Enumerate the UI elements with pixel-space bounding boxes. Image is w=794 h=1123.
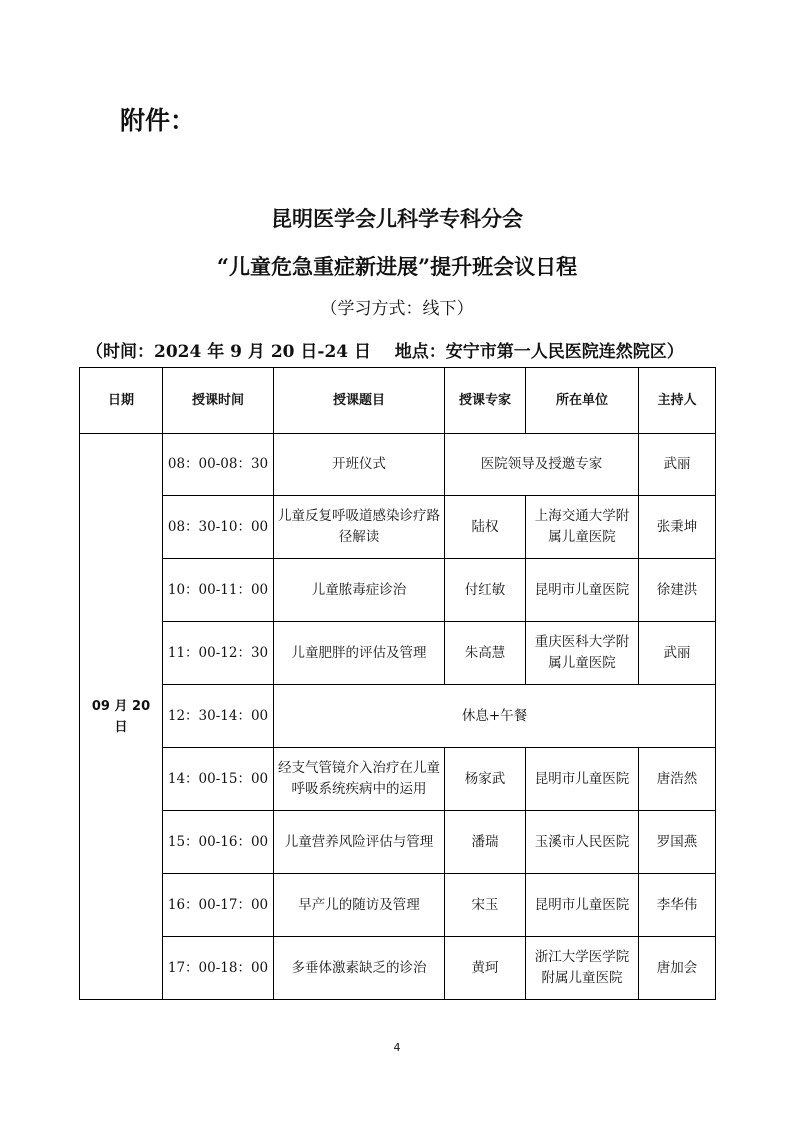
topic-cell: 儿童肥胖的评估及管理 xyxy=(274,622,445,685)
table-row xyxy=(80,434,716,496)
expert-cell: 宋玉 xyxy=(445,874,526,937)
table-row xyxy=(80,937,716,1000)
unit-cell: 昆明市儿童医院 xyxy=(526,748,639,811)
topic-cell: 儿童营养风险评估与管理 xyxy=(274,811,445,874)
host-cell: 李华伟 xyxy=(639,874,716,937)
unit-cell: 昆明市儿童医院 xyxy=(526,559,639,622)
study-mode: （学习方式：线下） xyxy=(320,299,474,319)
table-row xyxy=(80,811,716,874)
topic-cell: 早产儿的随访及管理 xyxy=(274,874,445,937)
table-header-row xyxy=(80,368,716,434)
host-cell: 武丽 xyxy=(639,622,716,685)
host-cell: 徐建洪 xyxy=(639,559,716,622)
expert-cell: 陆权 xyxy=(445,496,526,559)
time-cell: 15：00-16：00 xyxy=(163,811,274,874)
header-expert: 授课专家 xyxy=(445,368,526,434)
date-cell: 09 月 20 日 xyxy=(80,434,163,1000)
host-cell: 武丽 xyxy=(639,434,716,496)
time-cell: 14：00-15：00 xyxy=(163,748,274,811)
topic-cell: 经支气管镜介入治疗在儿童呼吸系统疾病中的运用 xyxy=(274,748,445,811)
table-row xyxy=(80,748,716,811)
unit-cell: 上海交通大学附属儿童医院 xyxy=(526,496,639,559)
page-number: 4 xyxy=(393,1041,401,1054)
expert-unit-cell: 医院领导及授邀专家 xyxy=(445,434,639,496)
time-cell: 08：00-08：30 xyxy=(163,434,274,496)
time-cell: 11：00-12：30 xyxy=(163,622,274,685)
header-topic: 授课题目 xyxy=(274,368,445,434)
time-cell: 10：00-11：00 xyxy=(163,559,274,622)
table-row xyxy=(80,685,716,748)
host-cell: 唐浩然 xyxy=(639,748,716,811)
topic-cell: 多垂体激素缺乏的诊治 xyxy=(274,937,445,1000)
unit-cell: 昆明市儿童医院 xyxy=(526,874,639,937)
expert-cell: 朱高慧 xyxy=(445,622,526,685)
header-time: 授课时间 xyxy=(163,368,274,434)
document-subtitle: “儿童危急重症新进展”提升班会议日程 xyxy=(216,254,578,279)
expert-cell: 杨家武 xyxy=(445,748,526,811)
table-row xyxy=(80,496,716,559)
header-host: 主持人 xyxy=(639,368,716,434)
topic-cell: 儿童脓毒症诊治 xyxy=(274,559,445,622)
time-place: （时间：2024 年 9 月 20 日-24 日 地点：安宁市第一人民医院连然院区） xyxy=(86,342,684,362)
expert-cell: 黄珂 xyxy=(445,937,526,1000)
expert-cell: 付红敏 xyxy=(445,559,526,622)
attachment-label: 附件： xyxy=(120,106,196,135)
host-cell: 张秉坤 xyxy=(639,496,716,559)
unit-cell: 玉溪市人民医院 xyxy=(526,811,639,874)
host-cell: 罗国燕 xyxy=(639,811,716,874)
document-title: 昆明医学会儿科学专科分会 xyxy=(271,206,523,231)
unit-cell: 浙江大学医学院附属儿童医院 xyxy=(526,937,639,1000)
time-cell: 12：30-14：00 xyxy=(163,685,274,748)
time-cell: 08：30-10：00 xyxy=(163,496,274,559)
time-cell: 17：00-18：00 xyxy=(163,937,274,1000)
host-cell: 唐加会 xyxy=(639,937,716,1000)
expert-cell: 潘瑞 xyxy=(445,811,526,874)
header-unit: 所在单位 xyxy=(526,368,639,434)
topic-cell: 开班仪式 xyxy=(274,434,445,496)
header-date: 日期 xyxy=(80,368,163,434)
break-cell: 休息+午餐 xyxy=(274,685,716,748)
time-cell: 16：00-17：00 xyxy=(163,874,274,937)
unit-cell: 重庆医科大学附属儿童医院 xyxy=(526,622,639,685)
table-row xyxy=(80,874,716,937)
schedule-table xyxy=(79,367,716,1000)
topic-cell: 儿童反复呼吸道感染诊疗路径解读 xyxy=(274,496,445,559)
table-row xyxy=(80,559,716,622)
table-row xyxy=(80,622,716,685)
